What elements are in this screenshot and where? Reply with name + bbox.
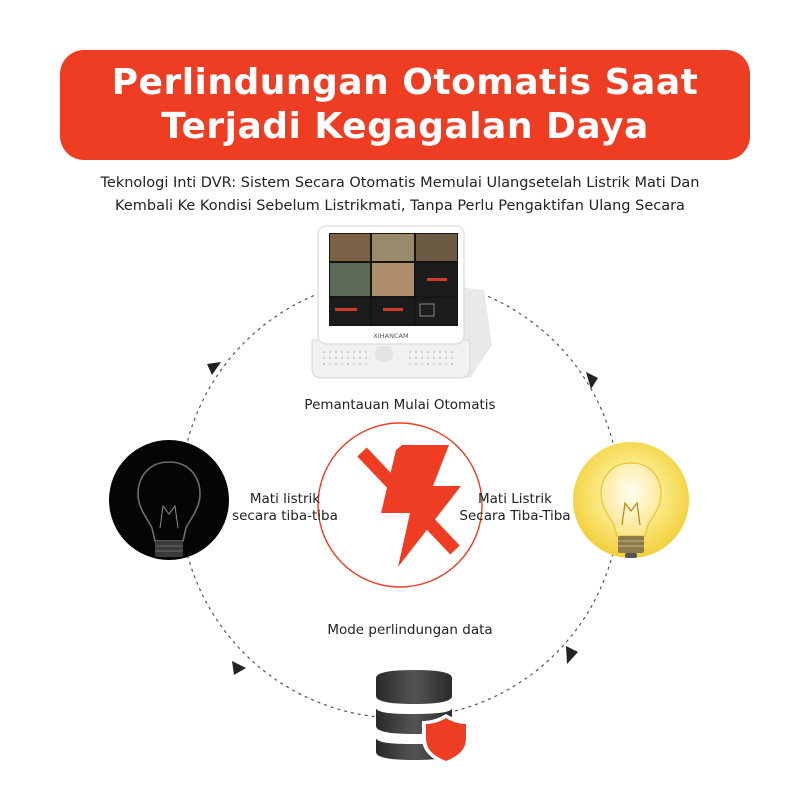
- arrow-head-icon: [586, 372, 598, 389]
- label-left-line-2: secara tiba-tiba: [232, 508, 338, 524]
- subtitle-line-2: Kembali Ke Kondisi Sebelum Listrikmati, Tanpa Perlu Pengaktifan Ulang Secara: [115, 198, 685, 214]
- label-top: Pemantauan Mulai Otomatis: [304, 397, 496, 413]
- bulb-on-icon: [573, 442, 689, 558]
- label-bottom: Mode perlindungan data: [327, 622, 493, 638]
- title-line-1: Perlindungan Otomatis Saat: [111, 62, 699, 103]
- subtitle-line-1: Teknologi Inti DVR: Sistem Secara Otomatis Memulai Ulangsetelah Listrik Mati Dan: [100, 175, 700, 191]
- device-brand-label: XIHANCAM: [373, 332, 409, 340]
- label-right-line-2: Secara Tiba-Tiba: [459, 508, 571, 524]
- arrow-head-icon: [566, 646, 578, 664]
- database-shield-icon: [376, 670, 470, 765]
- label-right: [445, 491, 585, 525]
- dvr-monitor-icon: [312, 226, 492, 378]
- label-left: [220, 491, 350, 525]
- bulb-off-icon: [109, 440, 229, 560]
- title-line-2: Terjadi Kegagalan Daya: [161, 106, 649, 147]
- arrow-head-icon: [207, 362, 221, 375]
- arrow-head-icon: [232, 661, 246, 675]
- label-left-line-1: Mati listrik: [249, 491, 321, 507]
- label-right-line-1: Mati Listrik: [478, 491, 552, 507]
